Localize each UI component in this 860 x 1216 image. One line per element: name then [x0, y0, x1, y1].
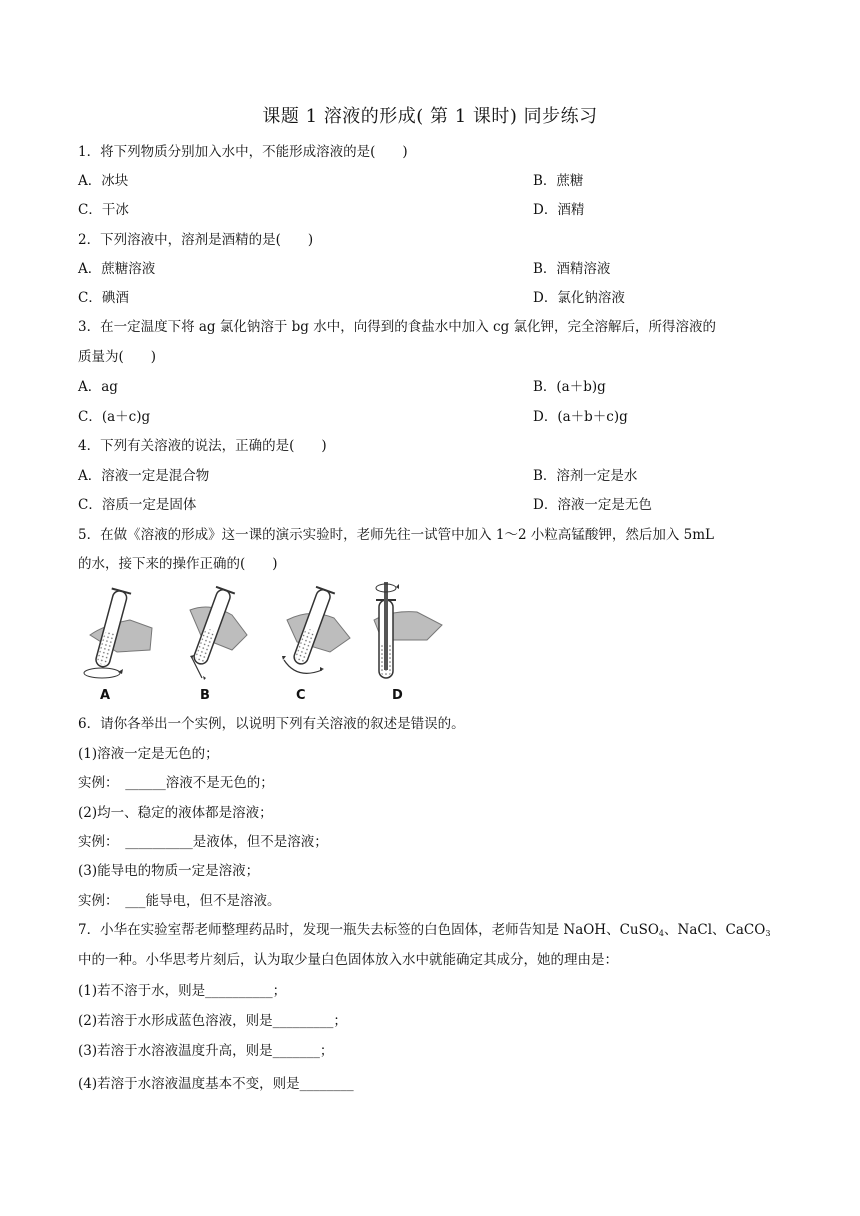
- figure-d-stirring-rod: [374, 582, 442, 678]
- question-3-option-c: C．(a＋c)g: [78, 409, 151, 425]
- question-2-stem: 2．下列溶液中，溶剂是酒精的是( ): [78, 232, 314, 248]
- question-6-example-1: 实例： ______溶液不是无色的；: [78, 775, 274, 791]
- test-tube-figures: [72, 580, 452, 710]
- figure-label-d: D: [392, 688, 403, 703]
- question-1-stem: 1．将下列物质分别加入水中，不能形成溶液的是( ): [78, 144, 408, 160]
- question-6-part-3: (3)能导电的物质一定是溶液；: [78, 863, 260, 879]
- question-4-option-a: A．溶液一定是混合物: [78, 468, 210, 484]
- question-1-option-c: C．干冰: [78, 202, 129, 218]
- question-5-stem-line-2: 的水，接下来的操作正确的( ): [78, 556, 278, 572]
- question-3-option-b: B．(a＋b)g: [533, 379, 606, 395]
- question-2-option-a: A．蔗糖溶液: [78, 261, 156, 277]
- question-6-stem: 6．请你各举出一个实例，以说明下列有关溶液的叙述是错误的。: [78, 716, 465, 732]
- question-2-option-c: C．碘酒: [78, 290, 129, 306]
- question-4-stem: 4．下列有关溶液的说法，正确的是( ): [78, 438, 327, 454]
- question-7-stem-line-1: 7．小华在实验室帮老师整理药品时，发现一瓶失去标签的白色固体，老师告知是 NaOH、CuSO$_4$、NaCl、CaCO$_3$: [78, 922, 771, 938]
- figure-b-tube-shaking: [189, 587, 247, 680]
- figure-label-c: C: [296, 688, 306, 703]
- figure-label-b: B: [200, 688, 210, 703]
- question-7-part-1: (1)若不溶于水，则是__________；: [78, 983, 287, 999]
- question-3-stem-line-1: 3．在一定温度下将 ag 氯化钠溶于 bg 水中，向得到的食盐水中加入 cg 氯化钾，完全溶解后，所得溶液的: [78, 319, 717, 335]
- question-4-option-d: D．溶液一定是无色: [533, 497, 652, 513]
- figure-label-a: A: [100, 688, 111, 703]
- figure-a-tube-shaking: [84, 589, 152, 678]
- question-3-option-a: A．ag: [78, 379, 118, 395]
- question-6-part-2: (2)均一、稳定的液体都是溶液；: [78, 805, 273, 821]
- question-1-option-d: D．酒精: [533, 202, 585, 218]
- question-7-part-2: (2)若溶于水形成蓝色溶液，则是_________；: [78, 1013, 347, 1029]
- question-1-option-a: A．冰块: [78, 173, 129, 189]
- question-2-option-b: B．酒精溶液: [533, 261, 611, 277]
- question-3-option-d: D．(a＋b＋c)g: [533, 409, 628, 425]
- question-7-part-4: (4)若溶于水溶液温度基本不变，则是________: [78, 1076, 354, 1092]
- question-2-option-d: D．氯化钠溶液: [533, 290, 625, 306]
- question-7-part-3: (3)若溶于水溶液温度升高，则是_______；: [78, 1043, 334, 1059]
- figure-c-tube-shaking: [282, 587, 350, 674]
- worksheet-title: 课题 1 溶液的形成( 第 1 课时) 同步练习: [262, 106, 598, 127]
- question-6-part-1: (1)溶液一定是无色的；: [78, 746, 219, 762]
- question-6-example-2: 实例： __________是液体，但不是溶液；: [78, 834, 328, 850]
- question-6-example-3: 实例： ___能导电，但不是溶液。: [78, 893, 281, 909]
- test-tube-illustration: [72, 580, 452, 680]
- question-1-option-b: B．蔗糖: [533, 173, 584, 189]
- question-7-stem-line-2: 中的一种。小华思考片刻后，认为取少量白色固体放入水中就能确定其成分，她的理由是：: [78, 952, 618, 968]
- question-5-stem-line-1: 5．在做《溶液的形成》这一课的演示实验时，老师先往一试管中加入 1～2 小粒高锰酸钾，然后加入 5mL: [78, 527, 714, 543]
- question-4-option-b: B．溶剂一定是水: [533, 468, 638, 484]
- question-4-option-c: C．溶质一定是固体: [78, 497, 197, 513]
- question-3-stem-line-2: 质量为( ): [78, 349, 157, 365]
